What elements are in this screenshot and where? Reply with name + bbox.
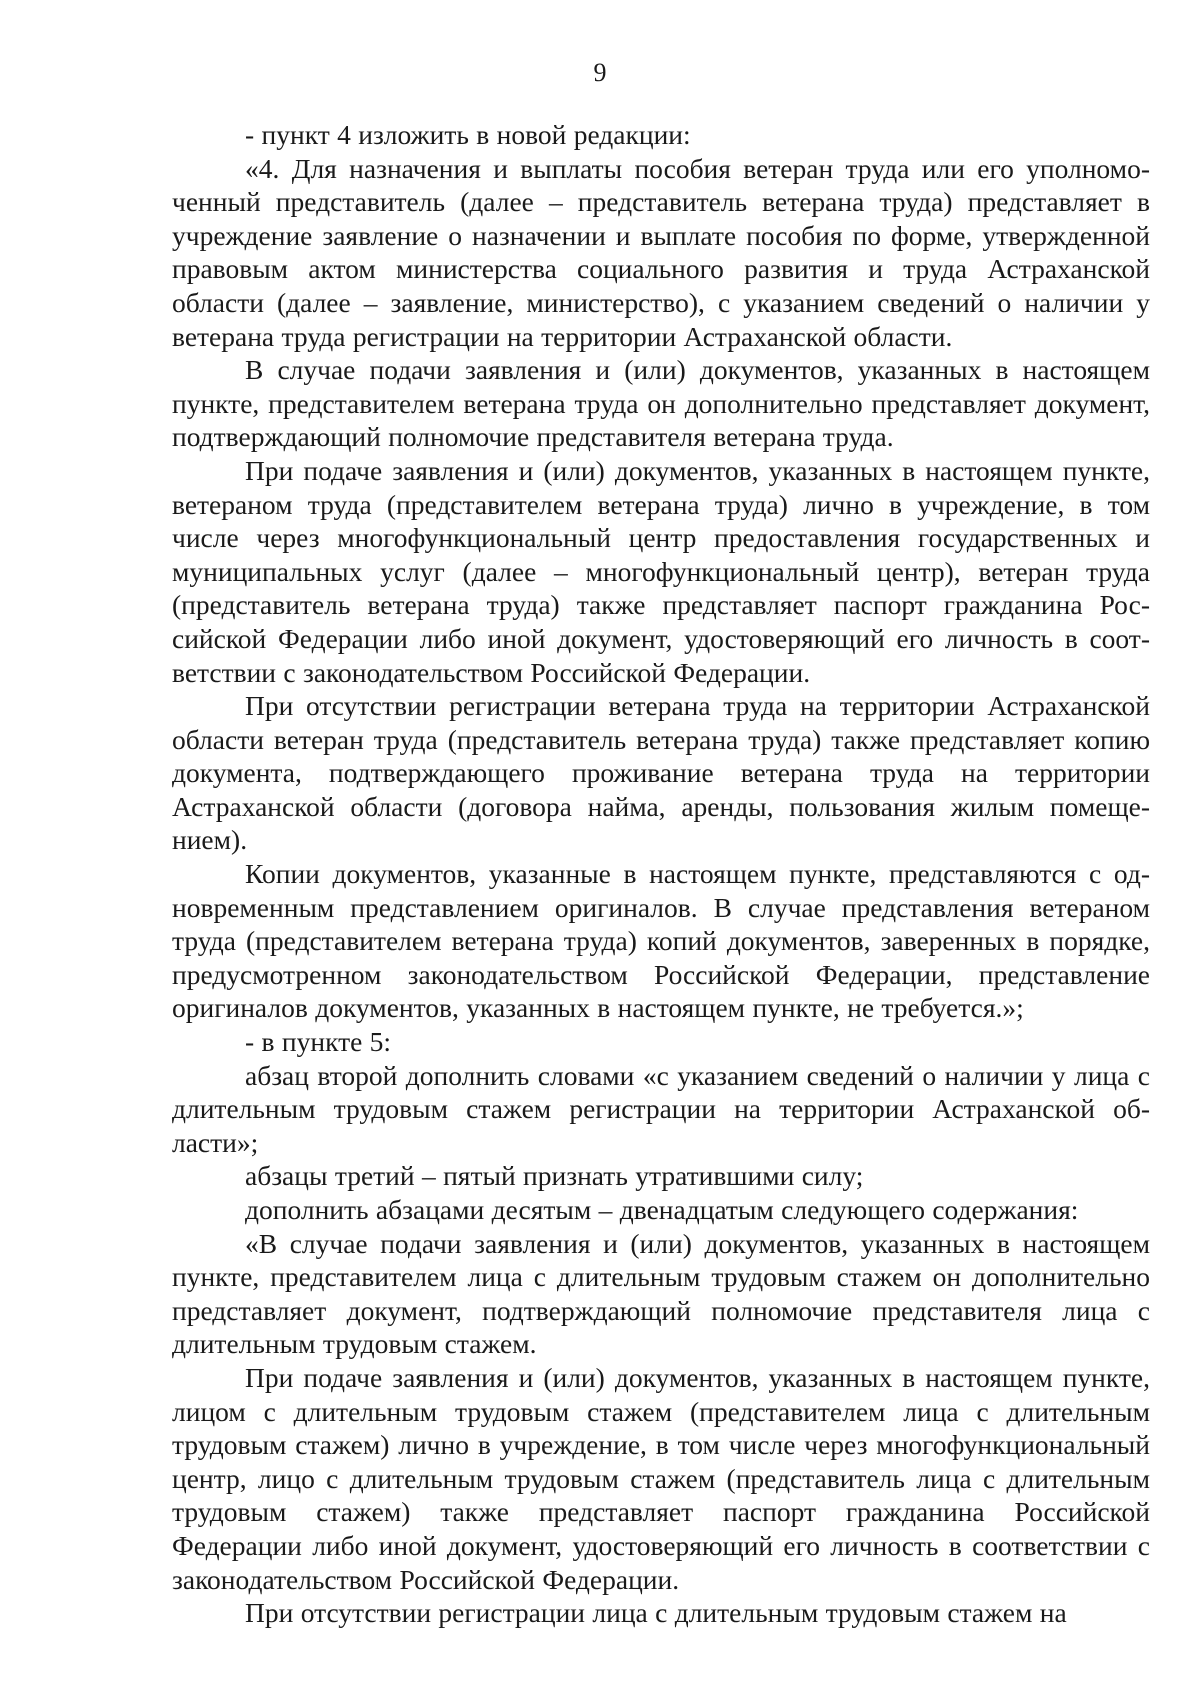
paragraph-add-clauses: дополнить абзацами десятым – двенадцатым следующего содержания: [245,1194,1079,1225]
paragraph-long-service-representative: «В случае подачи заявления и (или) документов, указанных в настоящем пункте, представителем лица с длительным трудовым стажем он дополнительно представляет документ, подтверждающий полномочие представителя лица с длительным трудовым стажем. [172,1227,1150,1360]
paragraph-personal-submission: При подаче заявления и (или) документов, указанных в настоящем пункте, ветераном труда (представителем ветерана труда) лично в учреждение, в том числе через многофункциональный центр предоставления государственных и муниципальных услуг (далее – многофункциональный центр), ветеран труда (представитель ветерана труда) также представляет паспорт гражданина Российской Федерации либо иной документ, удостоверяющий его личность в соответствии с законодательством Российской Федерации. [172,454,1150,688]
paragraph-item-5: - в пункте 5: [245,1026,392,1058]
document-body [172,118,1150,1630]
paragraph-document-copies: Копии документов, указанные в настоящем пункте, представляются с одновременным представлением оригиналов. В случае представления ветераном труда (представителем ветерана труда) копий документов, заверенных в порядке, предусмотренном законодательством Российской Федерации, представление оригиналов документов, указанных в настоящем пункте, не требуется.»; [172,858,1150,1024]
paragraph-representative-submission: В случае подачи заявления и (или) документов, указанных в настоящем пункте, представителем ветерана труда он дополнительно представляет документ, подтверждающий полномочие представителя ветерана труда. [172,354,1150,453]
page-number: 9 [593,58,607,87]
paragraph-second-clause: абзац второй дополнить словами «с указанием сведений о наличии у лица с длительным трудовым стажем регистрации на территории Астраханской области»; [172,1059,1150,1158]
paragraph-clauses-repealed: абзацы третий – пятый признать утратившими силу; [245,1160,864,1192]
paragraph-amend-item-4: - пункт 4 изложить в новой редакции: [245,119,691,150]
paragraph-item-4-text: «4. Для назначения и выплаты пособия ветеран труда или его уполномоченный представитель (далее – представитель ветерана труда) представляет в учреждение заявление о назначении и выплате пособия по форме, утвержденной правовым актом министерства социального развития и труда Астраханской области (далее – заявление, министерство), с указанием сведений о наличии у ветерана труда регистрации на территории Астраханской области. [172,152,1150,352]
paragraph-long-service-no-registration: При отсутствии регистрации лица с длительным трудовым стажем на [245,1597,1067,1629]
paragraph-long-service-personal: При подаче заявления и (или) документов, указанных в настоящем пункте, лицом с длительным трудовым стажем (представителем лица с длительным трудовым стажем) лично в учреждение, в том числе через многофункциональный центр, лицо с длительным трудовым стажем (представитель лица с длительным трудовым стажем) также представляет паспорт гражданина Российской Федерации либо иной документ, удостоверяющий его личность в соответствии с законодательством Российской Федерации. [172,1361,1150,1595]
paragraph-no-registration: При отсутствии регистрации ветерана труда на территории Астраханской области ветеран труда (представитель ветерана труда) также представляет копию документа, подтверждающего проживание ветерана труда на территории Астраханской области (договора найма, аренды, пользования жилым помещением). [172,690,1150,856]
